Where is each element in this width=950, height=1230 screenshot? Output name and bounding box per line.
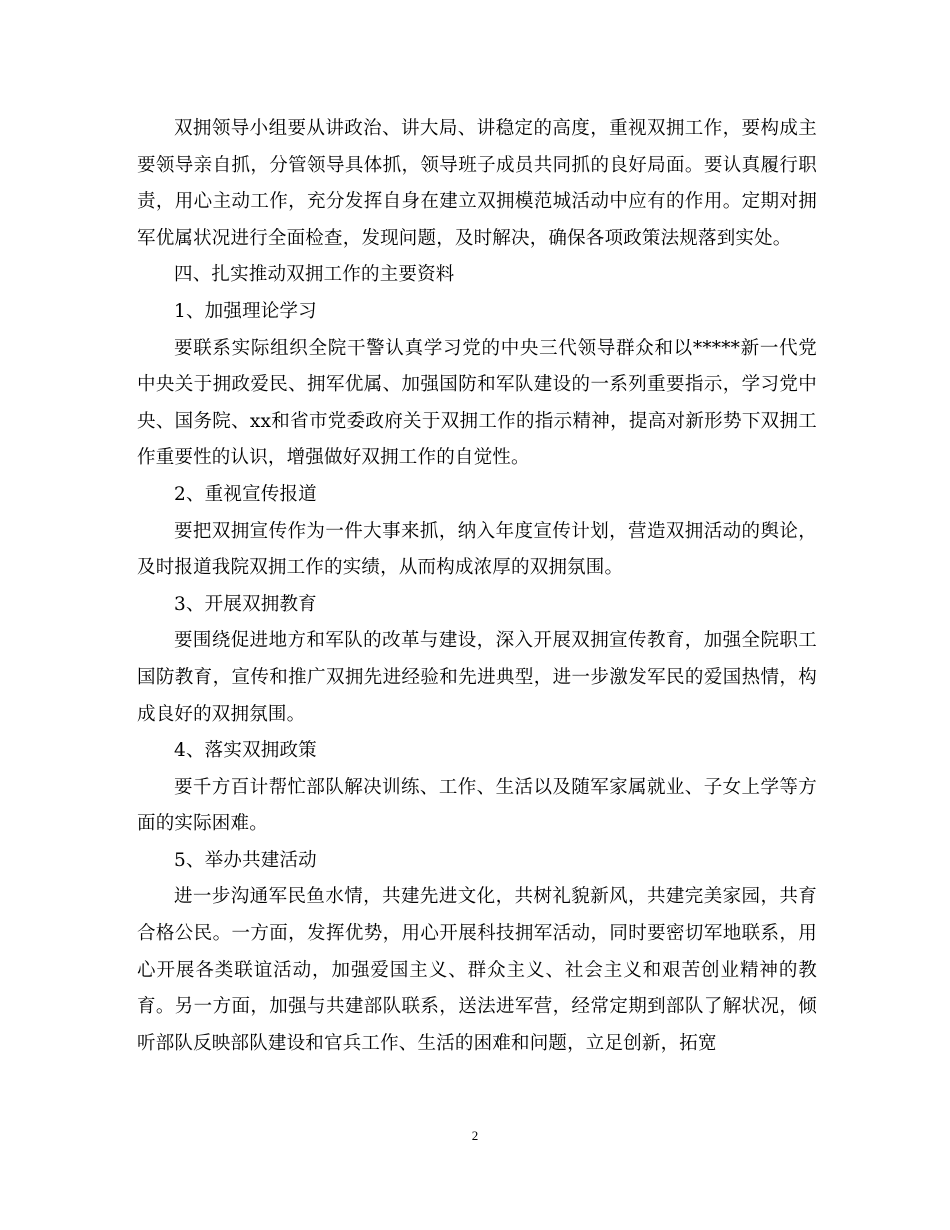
subheading-activities: 5、举办共建活动 <box>174 849 317 871</box>
paragraph-leadership: 双拥领导小组要从讲政治、讲大局、讲稳定的高度，重视双拥工作，要构成主要领导亲自抓，分管领导具体抓，领导班子成员共同抓的良好局面。要认真履行职责，用心主动工作，充分发挥自身在建立双拥模范城活动中应有的作用。定期对拥军优属状况进行全面检查，发现问题，及时解决，确保各项政策法规落到实处。 <box>137 118 817 249</box>
subheading-policy: 4、落实双拥政策 <box>174 740 317 762</box>
subheading-publicity: 2、重视宣传报道 <box>174 483 317 505</box>
paragraph-activities: 进一步沟通军民鱼水情，共建先进文化，共树礼貌新风，共建完美家园，共育合格公民。一方面，发挥优势，用心开展科技拥军活动，同时要密切军地联系，用心开展各类联谊活动，加强爱国主义、群众主义、社会主义和艰苦创业精神的教育。另一方面，加强与共建部队联系，送法进军营，经常定期到部队了解状况，倾听部队反映部队建设和官兵工作、生活的困难和问题，立足创新，拓宽 <box>137 886 817 1054</box>
page-number: 2 <box>471 1128 479 1143</box>
document-body <box>137 111 817 1062</box>
subheading-theory-study: 1、加强理论学习 <box>174 300 317 322</box>
paragraph-policy: 要千方百计帮忙部队解决训练、工作、生活以及随军家属就业、子女上学等方面的实际困难。 <box>137 776 817 835</box>
paragraph-theory-study: 要联系实际组织全院干警认真学习党的中央三代领导群众和以*****新一代党中央关于拥政爱民、拥军优属、加强国防和军队建设的一系列重要指示，学习党中央、国务院、xx和省市党委政府关于双拥工作的指示精神，提高对新形势下双拥工作重要性的认识，增强做好双拥工作的自觉性。 <box>137 337 817 469</box>
paragraph-publicity: 要把双拥宣传作为一件大事来抓，纳入年度宣传计划，营造双拥活动的舆论，及时报道我院双拥工作的实绩，从而构成浓厚的双拥氛围。 <box>137 520 817 579</box>
paragraph-education: 要围绕促进地方和军队的改革与建设，深入开展双拥宣传教育，加强全院职工国防教育，宣传和推广双拥先进经验和先进典型，进一步激发军民的爱国热情，构成良好的双拥氛围。 <box>137 630 817 725</box>
subheading-education: 3、开展双拥教育 <box>174 593 317 615</box>
section-heading-4: 四、扎实推动双拥工作的主要资料 <box>174 264 455 286</box>
